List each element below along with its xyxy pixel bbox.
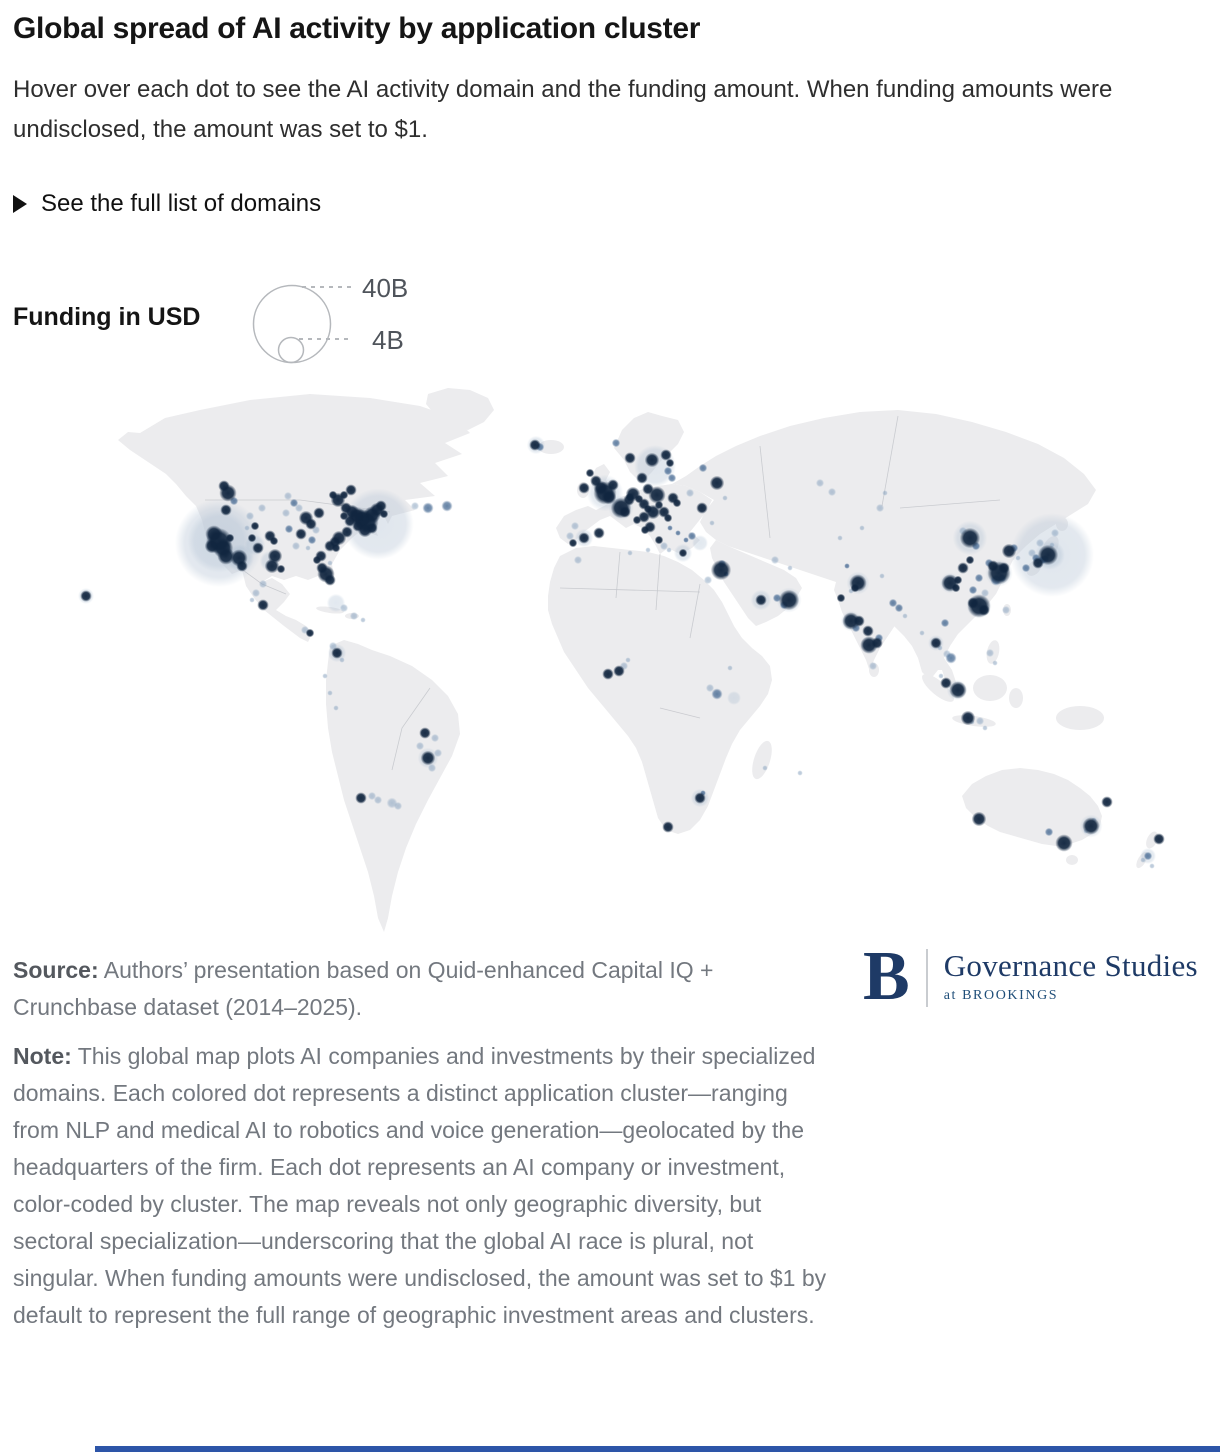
- map-dot[interactable]: [941, 619, 949, 627]
- map-dot: [1002, 606, 1010, 614]
- map-dot: [292, 542, 300, 550]
- map-dot[interactable]: [80, 590, 92, 602]
- map-dot[interactable]: [655, 536, 664, 545]
- source-text: Authors’ presentation based on Quid-enhanced Capital IQ + Crunchbase dataset (2014–2025).: [13, 957, 714, 1020]
- map-dot: [627, 550, 632, 555]
- map-dot[interactable]: [930, 637, 942, 649]
- map-dot[interactable]: [419, 727, 431, 739]
- landmass-madagascar: [748, 739, 776, 782]
- map-dot[interactable]: [612, 439, 620, 447]
- map-dot: [394, 802, 402, 810]
- page-subtitle: Hover over each dot to see the AI activity domain and the funding amount. When funding amounts were undisclosed, the amount was set to $1.: [13, 76, 1113, 143]
- map-dot[interactable]: [1055, 834, 1072, 851]
- map-dot: [333, 705, 338, 710]
- map-dot: [416, 742, 424, 750]
- map-dot[interactable]: [586, 469, 595, 478]
- map-dot[interactable]: [308, 536, 316, 544]
- map-dot[interactable]: [966, 556, 975, 565]
- map-dot[interactable]: [422, 502, 433, 513]
- map-dot: [797, 770, 802, 775]
- map-dot[interactable]: [675, 530, 681, 536]
- map-dot: [666, 547, 671, 552]
- landmass-new-guinea: [1056, 706, 1104, 730]
- map-dot: [704, 576, 712, 584]
- note-label: Note:: [13, 1043, 72, 1069]
- landmass-sulawesi: [1009, 688, 1023, 708]
- map-dot[interactable]: [324, 574, 336, 586]
- map-dot: [374, 796, 382, 804]
- map-dot[interactable]: [578, 532, 590, 544]
- map-dot[interactable]: [851, 584, 860, 593]
- source-note: [13, 952, 833, 1026]
- map-dot[interactable]: [441, 500, 452, 511]
- map-dot: [1036, 539, 1044, 547]
- map-dot[interactable]: [889, 599, 897, 607]
- map-dot: [645, 547, 650, 552]
- map-dot[interactable]: [641, 526, 650, 535]
- map-dot: [571, 522, 579, 530]
- map-dot: [882, 490, 887, 495]
- legend-small-circle: [279, 338, 304, 363]
- map-dot: [1149, 863, 1154, 868]
- map-dot[interactable]: [277, 565, 286, 574]
- map-dot[interactable]: [648, 486, 665, 503]
- map-dot: [686, 489, 694, 497]
- map-dot[interactable]: [987, 560, 999, 572]
- landmass-tasmania: [1066, 855, 1078, 865]
- map-dot[interactable]: [257, 599, 269, 611]
- map-dot[interactable]: [633, 516, 642, 525]
- map-dot[interactable]: [295, 528, 307, 540]
- map-dot: [902, 613, 907, 618]
- map-dot[interactable]: [711, 688, 722, 699]
- map-dot[interactable]: [668, 474, 676, 482]
- map-dot[interactable]: [645, 453, 660, 468]
- map-dot[interactable]: [688, 532, 696, 540]
- map-dot[interactable]: [602, 668, 614, 680]
- map-dot[interactable]: [679, 549, 688, 558]
- map-dot[interactable]: [1022, 564, 1030, 572]
- map-dot[interactable]: [998, 562, 1010, 574]
- legend-big-circle: [254, 286, 331, 363]
- map-dot: [859, 525, 864, 530]
- map-dot[interactable]: [1045, 828, 1053, 836]
- map-dot[interactable]: [978, 604, 990, 616]
- map-dot: [869, 662, 877, 670]
- map-dot: [1015, 555, 1020, 560]
- map-dot: [431, 734, 439, 742]
- map-dot[interactable]: [954, 576, 963, 585]
- landmass-borneo: [973, 675, 1007, 701]
- map-dot[interactable]: [421, 751, 436, 766]
- map-dot[interactable]: [265, 559, 280, 574]
- map-dot[interactable]: [236, 560, 248, 572]
- map-dot: [816, 479, 824, 487]
- map-dot: [1051, 529, 1059, 537]
- map-dot[interactable]: [871, 637, 883, 649]
- map-dot[interactable]: [529, 439, 541, 451]
- logo-divider: [926, 949, 928, 1007]
- map-dot: [837, 535, 842, 540]
- map-dot[interactable]: [949, 681, 966, 698]
- map-dot[interactable]: [313, 507, 325, 519]
- map-dot[interactable]: [366, 522, 378, 534]
- map-dot[interactable]: [779, 590, 799, 610]
- map-dot[interactable]: [252, 542, 264, 554]
- note-text: This global map plots AI companies and investments by their specialized domains. Each colored dot represents a distinct application cluster—ranging from NLP and medical AI to robotics and voice generation—geolocated by the headquarters of the firm. Each dot represents an AI company or investment, color-coded by cluster. The map reveals not only geographic diversity, but sectoral specialization—underscoring that the global AI race is plural, not singular. When funding amounts were undisclosed, the amount was set to $1 by default to represent the full range of geographic investment areas and clusters.: [13, 1043, 827, 1328]
- map-dot: [249, 597, 254, 602]
- map-dot[interactable]: [205, 539, 220, 554]
- map-dot[interactable]: [578, 482, 590, 494]
- map-dot[interactable]: [972, 812, 987, 827]
- map-dot[interactable]: [837, 594, 846, 603]
- map-dot: [709, 520, 714, 525]
- map-dot[interactable]: [711, 560, 731, 580]
- landmass-australia: [962, 768, 1102, 846]
- map-dot[interactable]: [969, 586, 977, 594]
- legend-title: Funding in USD: [13, 303, 201, 331]
- map-dot: [327, 690, 332, 695]
- map-dot[interactable]: [655, 501, 664, 510]
- map-dot[interactable]: [226, 534, 235, 543]
- map-dot[interactable]: [569, 539, 578, 548]
- map-dot[interactable]: [696, 502, 708, 514]
- map-dot[interactable]: [340, 512, 349, 521]
- map-dot: [879, 573, 884, 578]
- map-dot: [322, 673, 327, 678]
- map-dot: [876, 504, 884, 512]
- map-dot: [625, 657, 630, 662]
- map-dot[interactable]: [624, 452, 636, 464]
- map-dot[interactable]: [975, 574, 983, 582]
- map-dot[interactable]: [683, 537, 689, 543]
- landmass-north-america: [118, 394, 470, 584]
- map-dot[interactable]: [340, 491, 349, 500]
- map-dot[interactable]: [1082, 817, 1099, 834]
- map-dot: [246, 512, 254, 520]
- map-dot: [938, 673, 943, 678]
- map-dot[interactable]: [1002, 544, 1017, 559]
- domains-toggle-label: See the full list of domains: [41, 190, 322, 217]
- map-dot[interactable]: [664, 514, 673, 523]
- map-dot: [771, 556, 779, 564]
- map-dot[interactable]: [755, 594, 767, 606]
- brookings-logo: [863, 938, 1198, 1015]
- map-dot: [727, 665, 732, 670]
- map-dot[interactable]: [1101, 796, 1113, 808]
- legend-small-label: 4B: [372, 325, 404, 355]
- map-dot[interactable]: [636, 472, 648, 484]
- map-dot[interactable]: [248, 534, 257, 543]
- map-dot[interactable]: [285, 525, 293, 533]
- map-dot[interactable]: [1032, 557, 1044, 569]
- map-dot[interactable]: [1144, 852, 1152, 860]
- map-dot: [411, 502, 419, 510]
- map-dot: [574, 556, 582, 564]
- map-dot: [258, 504, 266, 512]
- map-dot[interactable]: [1153, 833, 1165, 845]
- map-dot[interactable]: [619, 506, 631, 518]
- triangle-right-icon: [13, 195, 27, 213]
- map-dot: [992, 660, 997, 665]
- map-dot: [339, 657, 344, 662]
- brookings-b-icon: B: [863, 938, 910, 1015]
- map-dot[interactable]: [699, 464, 707, 472]
- domains-toggle[interactable]: [13, 190, 321, 218]
- size-legend: [250, 278, 440, 388]
- map-dot[interactable]: [305, 518, 317, 530]
- map-dot[interactable]: [710, 476, 725, 491]
- map-dot[interactable]: [355, 792, 367, 804]
- map-dot[interactable]: [329, 491, 338, 500]
- map-dot: [350, 612, 358, 620]
- map-dot: [327, 560, 332, 565]
- map-dot[interactable]: [626, 493, 635, 502]
- map-dot[interactable]: [324, 540, 336, 552]
- map-dot: [919, 630, 924, 635]
- map-dot: [434, 749, 442, 757]
- map-dot[interactable]: [667, 525, 673, 531]
- map-dot: [976, 717, 984, 725]
- map-dot[interactable]: [960, 528, 980, 548]
- map-dot: [284, 492, 292, 500]
- legend-big-label: 40B: [362, 278, 409, 303]
- map-dot[interactable]: [957, 562, 969, 574]
- map-dot: [340, 604, 348, 612]
- map-dot[interactable]: [844, 563, 850, 569]
- map-dot[interactable]: [290, 499, 298, 507]
- logo-institution-name: at BROOKINGS: [943, 988, 1059, 1003]
- map-dot[interactable]: [952, 584, 961, 593]
- map-dot[interactable]: [593, 527, 605, 539]
- map-dot[interactable]: [331, 647, 343, 659]
- map-dot[interactable]: [961, 711, 976, 726]
- map-dot: [762, 765, 767, 770]
- map-dot[interactable]: [251, 522, 260, 531]
- map-dot[interactable]: [613, 665, 625, 677]
- map-dot[interactable]: [945, 652, 956, 663]
- page-title: Global spread of AI activity by application cluster: [13, 12, 701, 45]
- map-dot: [787, 565, 792, 570]
- world-map[interactable]: [0, 388, 1220, 948]
- map-dot: [252, 589, 260, 597]
- map-dot[interactable]: [635, 495, 644, 504]
- map-dot[interactable]: [673, 499, 682, 508]
- map-dot[interactable]: [219, 484, 236, 501]
- map-dot: [982, 725, 987, 730]
- logo-program-name: Governance Studies: [943, 948, 1198, 983]
- map-dot: [244, 525, 249, 530]
- landmass-south-america: [326, 640, 460, 932]
- map-dot: [828, 488, 836, 496]
- methodology-note: [13, 1038, 839, 1334]
- map-dot: [722, 495, 727, 500]
- map-dot[interactable]: [306, 629, 315, 638]
- map-dot: [986, 649, 994, 657]
- map-dot[interactable]: [607, 479, 619, 491]
- map-dot: [305, 545, 310, 550]
- map-dot[interactable]: [380, 510, 389, 519]
- map-dot: [282, 509, 290, 517]
- map-dot[interactable]: [220, 504, 232, 516]
- map-dot: [259, 580, 267, 588]
- scroll-progress-bar: [95, 1446, 1220, 1452]
- map-dot[interactable]: [862, 625, 874, 637]
- map-dot[interactable]: [853, 615, 865, 627]
- map-dot[interactable]: [662, 821, 674, 833]
- map-dot[interactable]: [967, 597, 979, 609]
- map-dot[interactable]: [270, 537, 279, 546]
- map-dot: [727, 691, 741, 705]
- source-label: Source:: [13, 957, 99, 983]
- map-dot[interactable]: [341, 526, 353, 538]
- map-dot: [360, 617, 365, 622]
- map-dot[interactable]: [666, 459, 675, 468]
- map-dot[interactable]: [694, 792, 706, 804]
